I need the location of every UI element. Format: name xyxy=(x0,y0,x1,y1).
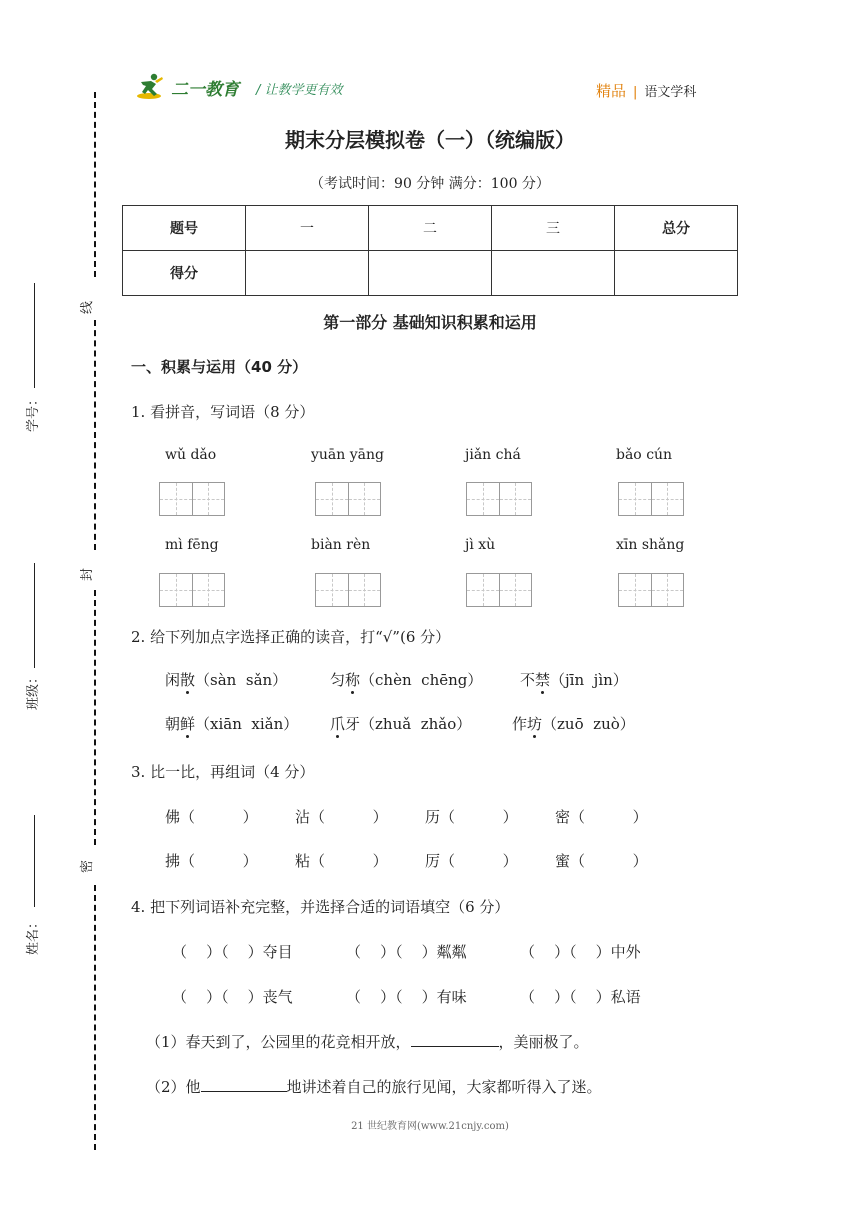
writing-grid[interactable] xyxy=(618,573,684,607)
score-table-row xyxy=(123,251,738,296)
subject-tag: 语文学科 xyxy=(644,85,697,100)
pinyin-label: bǎo cún xyxy=(616,447,673,463)
reading-item: 不禁（jīn jìn） xyxy=(520,671,628,689)
reading-item: 作坊（zuō zuò） xyxy=(512,715,635,733)
writing-grid[interactable] xyxy=(159,573,225,607)
score-header-cell: 二 xyxy=(369,206,492,251)
score-row-label: 得分 xyxy=(123,251,246,296)
dotted-char: 禁 xyxy=(535,671,551,689)
logo-text: 二一教育 xyxy=(171,80,239,100)
pinyin-label: xīn shǎng xyxy=(616,537,685,553)
idiom-item[interactable]: （ ）（ ）有味 xyxy=(346,988,467,1006)
exam-info: （考试时间：90 分钟 满分：100 分） xyxy=(310,176,550,192)
score-header-cell: 三 xyxy=(492,206,615,251)
header-right xyxy=(596,80,696,101)
word-compare-item[interactable]: 蜜（ ） xyxy=(555,852,648,870)
idiom-item[interactable]: （ ）（ ）中外 xyxy=(520,943,641,961)
word-compare-item[interactable]: 厉（ ） xyxy=(425,852,518,870)
dotted-char: 坊 xyxy=(527,715,543,733)
question-1-title: 1. 看拼音，写词语（8 分） xyxy=(131,403,315,421)
score-table-header xyxy=(123,206,738,251)
reading-options[interactable]: （zuō zuò） xyxy=(542,715,635,733)
binding-dash xyxy=(94,590,96,845)
section-title: 一、积累与运用（40 分） xyxy=(131,358,308,376)
question-3-title: 3. 比一比，再组词（4 分） xyxy=(131,763,315,781)
answer-blank[interactable] xyxy=(201,1077,287,1092)
score-cell[interactable] xyxy=(615,251,738,296)
part-title: 第一部分 基础知识积累和运用 xyxy=(323,313,537,332)
binding-dash xyxy=(94,885,96,1150)
name-line xyxy=(34,815,35,907)
question-4-title: 4. 把下列词语补充完整，并选择合适的词语填空（6 分） xyxy=(131,898,510,916)
student-no-label: 学号： xyxy=(26,392,41,432)
reading-options[interactable]: （sàn sǎn） xyxy=(195,671,288,689)
idiom-item[interactable]: （ ）（ ）私语 xyxy=(520,988,641,1006)
seal-close-label: 密 xyxy=(80,859,96,874)
idiom-item[interactable]: （ ）（ ）夺目 xyxy=(172,943,293,961)
class-line xyxy=(34,563,35,668)
class-label: 班级： xyxy=(26,670,41,710)
pinyin-label: mì fēng xyxy=(165,537,219,553)
score-cell[interactable] xyxy=(369,251,492,296)
reading-item: 闲散（sàn sǎn） xyxy=(165,671,288,689)
pinyin-label: jì xù xyxy=(465,537,496,553)
pinyin-label: wǔ dǎo xyxy=(165,447,217,463)
reading-item: 匀称（chèn chēng） xyxy=(330,671,483,689)
pinyin-label: biàn rèn xyxy=(311,537,371,553)
word-compare-item[interactable]: 密（ ） xyxy=(555,808,648,826)
reading-options[interactable]: （jīn jìn） xyxy=(550,671,628,689)
writing-grid[interactable] xyxy=(618,482,684,516)
brand-logo xyxy=(135,72,245,102)
writing-grid[interactable] xyxy=(315,573,381,607)
writing-grid[interactable] xyxy=(315,482,381,516)
idiom-item[interactable]: （ ）（ ）丧气 xyxy=(172,988,293,1006)
fill-sentence-2: （2）他 地讲述着自己的旅行见闻，大家都听得入了迷。 xyxy=(146,1078,602,1096)
writing-grid[interactable] xyxy=(466,573,532,607)
writing-grid[interactable] xyxy=(466,482,532,516)
seal-line-label: 线 xyxy=(80,300,96,315)
pinyin-label: jiǎn chá xyxy=(465,447,521,463)
name-label: 姓名： xyxy=(26,915,41,955)
question-2-title: 2. 给下列加点字选择正确的读音，打“√”(6 分） xyxy=(131,628,451,646)
reading-item: 爪牙（zhuǎ zhǎo） xyxy=(330,715,472,733)
quality-tag: 精品 xyxy=(596,82,627,100)
dotted-char: 鲜 xyxy=(180,715,196,733)
score-header-cell: 总分 xyxy=(615,206,738,251)
fill-sentence-1: （1）春天到了，公园里的花竞相开放， ，美丽极了。 xyxy=(146,1033,589,1051)
idiom-item[interactable]: （ ）（ ）粼粼 xyxy=(346,943,467,961)
writing-grid[interactable] xyxy=(159,482,225,516)
dotted-char: 称 xyxy=(345,671,361,689)
binding-dash xyxy=(94,92,96,277)
word-compare-item[interactable]: 历（ ） xyxy=(425,808,518,826)
seal-seal-label: 封 xyxy=(80,567,96,582)
score-header-cell: 题号 xyxy=(123,206,246,251)
word-compare-item[interactable]: 粘（ ） xyxy=(295,852,388,870)
header-separator: | xyxy=(633,85,638,100)
pinyin-label: yuān yāng xyxy=(311,447,384,463)
student-no-line xyxy=(34,283,35,388)
dotted-char: 爪 xyxy=(330,715,346,733)
reading-item: 朝鲜（xiān xiǎn） xyxy=(165,715,299,733)
reading-options[interactable]: （chèn chēng） xyxy=(360,671,483,689)
score-cell[interactable] xyxy=(492,251,615,296)
reading-options[interactable]: （zhuǎ zhǎo） xyxy=(360,715,472,733)
score-header-cell: 一 xyxy=(246,206,369,251)
reading-options[interactable]: （xiān xiǎn） xyxy=(195,715,299,733)
page-title: 期末分层模拟卷（一）（统编版） xyxy=(285,128,575,152)
slogan: / 让教学更有效 xyxy=(256,83,343,98)
word-compare-item[interactable]: 拂（ ） xyxy=(165,852,258,870)
score-table xyxy=(122,205,738,296)
dotted-char: 散 xyxy=(180,671,196,689)
word-compare-item[interactable]: 沾（ ） xyxy=(295,808,388,826)
answer-blank[interactable] xyxy=(411,1032,499,1047)
page-footer: 21 世纪教育网(www.21cnjy.com) xyxy=(351,1121,509,1132)
score-cell[interactable] xyxy=(246,251,369,296)
binding-dash xyxy=(94,320,96,550)
word-compare-item[interactable]: 佛（ ） xyxy=(165,808,258,826)
